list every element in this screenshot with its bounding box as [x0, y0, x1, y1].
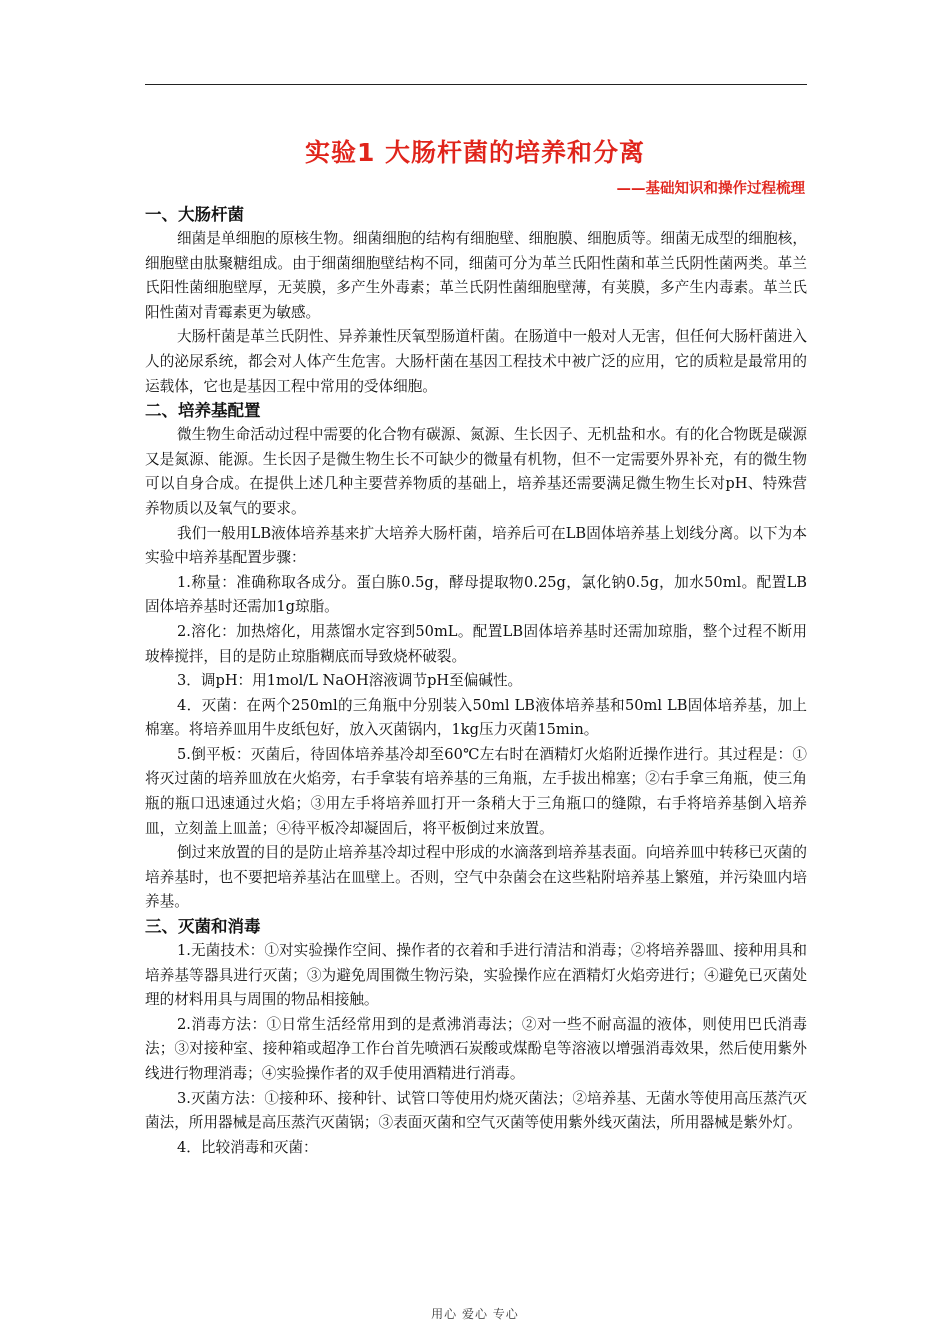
paragraph: 2.消毒方法：①日常生活经常用到的是煮沸消毒法；②对一些不耐高温的液体，则使用巴氏消毒法；③对接种室、接种箱或超净工作台首先喷洒石炭酸或煤酚皂等溶液以增强消毒效果，然后使用紫外线进行物理消毒；④实验操作者的双手使用酒精进行消毒。 — [145, 1015, 807, 1082]
section-heading: 一、大肠杆菌 — [145, 205, 244, 224]
paragraph: 3.灭菌方法：①接种环、接种针、试管口等使用灼烧灭菌法；②培养基、无菌水等使用高压蒸汽灭菌法，所用器械是高压蒸汽灭菌锅；③表面灭菌和空气灭菌等使用紫外线灭菌法，所用器械是紫外灯。 — [145, 1089, 807, 1132]
paragraph: 5.倒平板：灭菌后，待固体培养基冷却至60℃左右时在酒精灯火焰附近操作进行。其过程是：①将灭过菌的培养皿放在火焰旁，右手拿装有培养基的三角瓶，左手拔出棉塞；②右手拿三角瓶，使三角瓶的瓶口迅速通过火焰；③用左手将培养皿打开一条稍大于三角瓶口的缝隙，右手将培养基倒入培养皿，立刻盖上皿盖；④待平板冷却凝固后，将平板倒过来放置。 — [145, 745, 807, 837]
paragraph: 倒过来放置的目的是防止培养基冷却过程中形成的水滴落到培养基表面。向培养皿中转移已灭菌的培养基时，也不要把培养基沾在皿壁上。否则，空气中杂菌会在这些粘附培养基上繁殖，并污染皿内培养基。 — [145, 844, 807, 911]
page-subtitle: ——基础知识和操作过程梳理 — [616, 181, 805, 197]
paragraph: 1.称量：准确称取各成分。蛋白胨0.5g，酵母提取物0.25g，氯化钠0.5g，加水50ml。配置LB固体培养基时还需加1g琼脂。 — [145, 573, 807, 616]
section-heading: 三、灭菌和消毒 — [145, 917, 261, 937]
paragraph: 4．灭菌：在两个250ml的三角瓶中分别装入50ml LB液体培养基和50ml LB固体培养基，加上棉塞。将培养皿用牛皮纸包好，放入灭菌锅内，1kg压力灭菌15min。 — [145, 696, 807, 739]
paragraph: 4．比较消毒和灭菌： — [177, 1138, 318, 1156]
paragraph: 细菌是单细胞的原核生物。细菌细胞的结构有细胞壁、细胞膜、细胞质等。细菌无成型的细胞核，细胞壁由肽聚糖组成。由于细菌细胞壁结构不同，细菌可分为革兰氏阳性菌和革兰氏阴性菌两类。革兰氏阳性菌细胞壁厚，无荚膜，多产生外毒素；革兰氏阴性菌细胞壁薄，有荚膜，多产生内毒素。革兰氏阳性菌对青霉素更为敏感。 — [145, 230, 807, 321]
paragraph: 1.无菌技术：①对实验操作空间、操作者的衣着和手进行清洁和消毒；②将培养器皿、接种用具和培养基等器具进行灭菌；③为避免周围微生物污染，实验操作应在酒精灯火焰旁进行；④避免已灭菌处理的材料用具与周围的物品相接触。 — [145, 942, 807, 1009]
header-rule — [145, 84, 807, 85]
paragraph: 3．调pH：用1mol/L NaOH溶液调节pH至偏碱性。 — [177, 672, 523, 690]
page-title: 实验1 大肠杆菌的培养和分离 — [304, 138, 646, 167]
paragraph: 我们一般用LB液体培养基来扩大培养大肠杆菌，培养后可在LB固体培养基上划线分离。以下为本实验中培养基配置步骤： — [145, 524, 807, 567]
section-heading: 二、培养基配置 — [145, 401, 261, 421]
paragraph: 微生物生命活动过程中需要的化合物有碳源、氮源、生长因子、无机盐和水。有的化合物既是碳源又是氮源、能源。生长因子是微生物生长不可缺少的微量有机物，但不一定需要外界补充，有的微生物可以自身合成。在提供上述几种主要营养物质的基础上，培养基还需要满足微生物生长对pH、特殊营养物质以及氧气的要求。 — [145, 426, 807, 517]
section-sterilization — [145, 915, 807, 1160]
document-body — [145, 203, 807, 1160]
section-medium-preparation — [145, 399, 807, 915]
paragraph: 大肠杆菌是革兰氏阴性、异养兼性厌氧型肠道杆菌。在肠道中一般对人无害，但任何大肠杆菌进入人的泌尿系统，都会对人体产生危害。大肠杆菌在基因工程技术中被广泛的应用，它的质粒是最常用的运载体，它也是基因工程中常用的受体细胞。 — [145, 328, 807, 395]
paragraph: 2.溶化：加热熔化，用蒸馏水定容到50mL。配置LB固体培养基时还需加琼脂，整个过程不断用玻棒搅拌，目的是防止琼脂糊底而导致烧杯破裂。 — [145, 622, 807, 665]
page-footer: 用心 爱心 专心 — [431, 1307, 519, 1321]
section-e-coli — [145, 203, 807, 399]
